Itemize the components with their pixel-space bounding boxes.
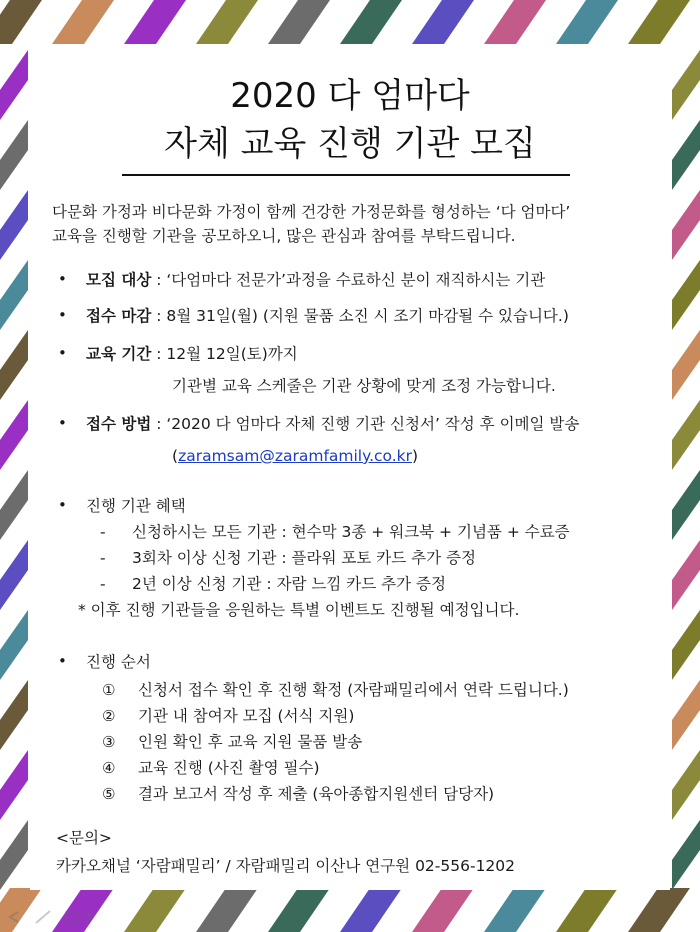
border-stripe [0, 680, 28, 750]
item-text: : ‘다엄마다 전문가’과정을 수료하신 분이 재직하시는 기관 [151, 271, 546, 289]
border-stripe [672, 750, 700, 820]
item-label: 교육 기간 [86, 345, 152, 363]
border-stripe [556, 888, 618, 932]
intro-line2: 교육을 진행할 기관을 공모하오니, 많은 관심과 참여를 부탁드립니다. [52, 227, 516, 245]
border-stripe [196, 0, 258, 44]
border-stripe [672, 540, 700, 610]
border-stripe [672, 610, 700, 680]
benefit-item: 신청하시는 모든 기관 : 현수막 3종 + 워크북 + 기념품 + 수료증 [132, 523, 570, 541]
paren-close: ) [412, 447, 419, 465]
item-text: : 8월 31일(월) (지원 물품 소진 시 조기 마감될 수 있습니다.) [151, 307, 569, 325]
step-number: ③ [102, 733, 116, 751]
border-stripe [628, 0, 690, 44]
step-number: ① [102, 681, 116, 699]
border-stripe [0, 750, 28, 820]
bullet: • [58, 270, 67, 288]
chevron-right-icon[interactable] [86, 912, 92, 922]
item-text: : 12월 12일(토)까지 [151, 345, 298, 363]
border-stripe [0, 190, 28, 260]
email-link[interactable]: zaramsam@zaramfamily.co.kr [178, 447, 413, 465]
paren-open: ( [172, 447, 179, 465]
bullet: • [58, 652, 67, 670]
dash: - [100, 575, 106, 593]
item-label: 접수 마감 [86, 307, 152, 325]
pen-icon[interactable] [36, 911, 50, 923]
benefit-item: 3회차 이상 신청 기관 : 플라워 포토 카드 추가 증정 [132, 549, 476, 567]
step-text: 기관 내 참여자 모집 (서식 지원) [138, 707, 355, 725]
item-label: 접수 방법 [86, 415, 152, 433]
item-text: : ‘2020 다 엄마다 자체 진행 기관 신청서’ 작성 후 이메일 발송 [151, 415, 580, 433]
border-stripe [124, 888, 186, 932]
border-stripe [0, 260, 28, 330]
border-stripe [672, 400, 700, 470]
benefit-item: 2년 이상 신청 기관 : 자람 느낌 카드 추가 증정 [132, 575, 446, 593]
border-stripe [672, 260, 700, 330]
item-label: 모집 대상 [86, 271, 152, 289]
border-stripe [196, 888, 258, 932]
intro-line1: 다문화 가정과 비다문화 가정이 함께 건강한 가정문화를 형성하는 ‘다 엄마다’ [52, 203, 571, 221]
step-text: 인원 확인 후 교육 지원 물품 발송 [138, 733, 363, 751]
border-stripe [340, 888, 402, 932]
step-text: 교육 진행 (사진 촬영 필수) [138, 759, 320, 777]
border-stripe [672, 120, 700, 190]
bullet: • [58, 496, 67, 514]
border-stripe [556, 0, 618, 44]
page-title-line1: 2020 다 엄마다 [230, 76, 470, 116]
step-number: ⑤ [102, 785, 116, 803]
title-underline [122, 174, 570, 176]
bullet: • [58, 306, 67, 324]
border-stripe [52, 0, 114, 44]
border-stripe [412, 0, 474, 44]
border-stripe [672, 470, 700, 540]
step-number: ④ [102, 759, 116, 777]
border-stripe [484, 888, 546, 932]
email-line [172, 444, 418, 468]
border-stripe [0, 540, 28, 610]
step-text: 결과 보고서 작성 후 제출 (육아종합지원센터 담당자) [138, 785, 495, 803]
border-stripe [0, 470, 28, 540]
border-stripe [672, 50, 700, 120]
notice-card [30, 60, 670, 890]
border-stripe [0, 50, 28, 120]
process-heading: 진행 순서 [86, 653, 151, 671]
benefits-heading: 진행 기관 혜택 [86, 497, 186, 515]
border-stripe [672, 680, 700, 750]
viewer-toolbar [6, 908, 96, 926]
item-period [86, 342, 298, 366]
item-method [86, 412, 579, 436]
arrow-left-icon[interactable] [10, 912, 18, 922]
item-target [86, 268, 545, 292]
item-deadline [86, 304, 569, 328]
contact-line: 카카오채널 ‘자람패밀리’ / 자람패밀리 이산나 연구원 02-556-1202 [56, 857, 516, 875]
contact-heading: <문의> [56, 829, 112, 847]
border-stripe [628, 888, 690, 932]
border-stripe [268, 0, 330, 44]
border-stripe [0, 330, 28, 400]
border-stripe [672, 190, 700, 260]
item-period-note: 기관별 교육 스케줄은 기관 상황에 맞게 조정 가능합니다. [172, 377, 556, 395]
bullet: • [58, 414, 67, 432]
border-stripe [484, 0, 546, 44]
border-stripe [0, 400, 28, 470]
dash: - [100, 549, 106, 567]
border-stripe [0, 820, 28, 890]
border-stripe [672, 330, 700, 400]
page-title-line2: 자체 교육 진행 기관 모집 [164, 124, 536, 164]
dash: - [100, 523, 106, 541]
border-stripe [0, 120, 28, 190]
benefits-note: * 이후 진행 기관들을 응원하는 특별 이벤트도 진행될 예정입니다. [78, 601, 520, 619]
border-stripe [268, 888, 330, 932]
border-stripe [672, 820, 700, 890]
border-stripe [340, 0, 402, 44]
border-stripe [124, 0, 186, 44]
border-stripe [412, 888, 474, 932]
step-text: 신청서 접수 확인 후 진행 확정 (자람패밀리에서 연락 드립니다.) [138, 681, 569, 699]
page-icon[interactable] [66, 912, 78, 922]
border-stripe [0, 610, 28, 680]
bullet: • [58, 344, 67, 362]
border-stripe [0, 0, 42, 44]
step-number: ② [102, 707, 116, 725]
